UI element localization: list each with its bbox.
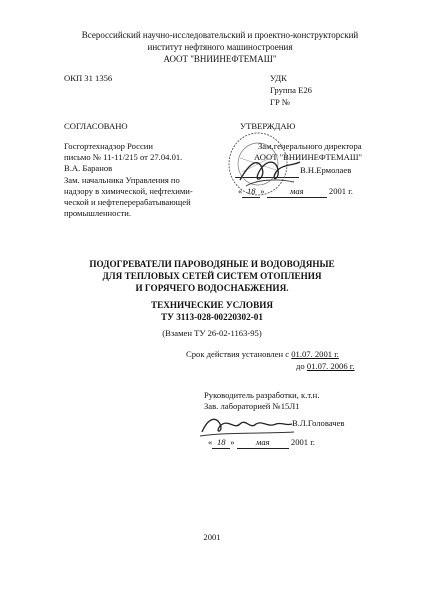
institute-header bbox=[60, 29, 380, 65]
institute-line-3: АООТ "ВНИИНЕФТЕМАШ" bbox=[163, 54, 277, 64]
title-line-3: И ГОРЯЧЕГО ВОДОСНАБЖЕНИЯ. bbox=[135, 283, 289, 293]
agreed-line: Зам. начальника Управления по bbox=[64, 174, 180, 185]
validity-to-label: до bbox=[296, 361, 305, 371]
group-code: Группа Е26 bbox=[270, 85, 312, 95]
developer-date-year: 2001 г. bbox=[290, 437, 315, 447]
validity-text: Срок действия установлен с bbox=[186, 349, 290, 359]
replaces-note: (Взамен ТУ 26-02-1163-95) bbox=[162, 328, 262, 338]
approved-date: « 18 » мая 2001 г. bbox=[238, 186, 353, 196]
approved-position: Зам.генерального директора bbox=[258, 141, 362, 151]
developer-date-day: 18 bbox=[212, 437, 230, 449]
spec-label: ТЕХНИЧЕСКИЕ УСЛОВИЯ bbox=[151, 300, 273, 310]
approved-date-year: 2001 г. bbox=[328, 186, 353, 196]
agreed-line: письмо № 11-11/215 от 27.04.01. bbox=[64, 152, 183, 163]
okp-code: ОКП 31 1356 bbox=[64, 73, 113, 83]
agreed-line: ческой и нефтеперерабатывающей bbox=[64, 197, 191, 208]
agreed-line: В.А. Баранов bbox=[64, 163, 113, 174]
title-line-2: ДЛЯ ТЕПЛОВЫХ СЕТЕЙ СИСТЕМ ОТОПЛЕНИЯ bbox=[102, 271, 322, 281]
spec-code: ТУ 3113-028-00220302-01 bbox=[161, 312, 263, 322]
developer-line-2: Зав. лабораторией №15Л1 bbox=[204, 401, 300, 411]
validity-to bbox=[296, 361, 355, 372]
validity-from bbox=[186, 349, 339, 360]
developer-date-month: мая bbox=[237, 437, 289, 449]
doc-title bbox=[50, 258, 374, 294]
approved-org: АООТ "ВНИИНЕФТЕМАШ" bbox=[254, 152, 363, 162]
approved-date-month: мая bbox=[267, 186, 327, 198]
validity-to-date: 01.07. 2006 г. bbox=[306, 361, 355, 371]
approved-heading: УТВЕРЖДАЮ bbox=[240, 121, 296, 131]
title-line-1: ПОДОГРЕВАТЕЛИ ПАРОВОДЯНЫЕ И ВОДОВОДЯНЫЕ bbox=[89, 259, 335, 269]
developer-date: « 18 » мая 2001 г. bbox=[208, 437, 315, 447]
gr-number: ГР № bbox=[270, 97, 291, 107]
udk-label: УДК bbox=[270, 73, 287, 83]
developer-name: В.Л.Головачев bbox=[292, 418, 345, 428]
agreed-block bbox=[64, 141, 193, 219]
institute-line-2: институт нефтяного машиностроения bbox=[147, 42, 293, 52]
approved-signature-icon bbox=[236, 150, 306, 192]
institute-line-1: Всероссийский научно-исследовательский и проектно-конструкторский bbox=[81, 30, 359, 40]
approved-name: В.Н.Ермолаев bbox=[300, 165, 352, 175]
agreed-line: надзору в химической, нефтехими- bbox=[64, 185, 193, 196]
developer-line-1: Руководитель разработки, к.т.н. bbox=[204, 390, 320, 400]
agreed-line: промышленности. bbox=[64, 208, 131, 219]
agreed-heading: СОГЛАСОВАНО bbox=[64, 121, 128, 131]
footer-year: 2001 bbox=[203, 532, 221, 542]
agreed-line: Госгортехнадзор России bbox=[64, 141, 153, 151]
spec-heading bbox=[50, 299, 374, 323]
approved-date-day: 18 bbox=[242, 186, 260, 198]
validity-from-date: 01.07. 2001 г. bbox=[291, 349, 339, 359]
